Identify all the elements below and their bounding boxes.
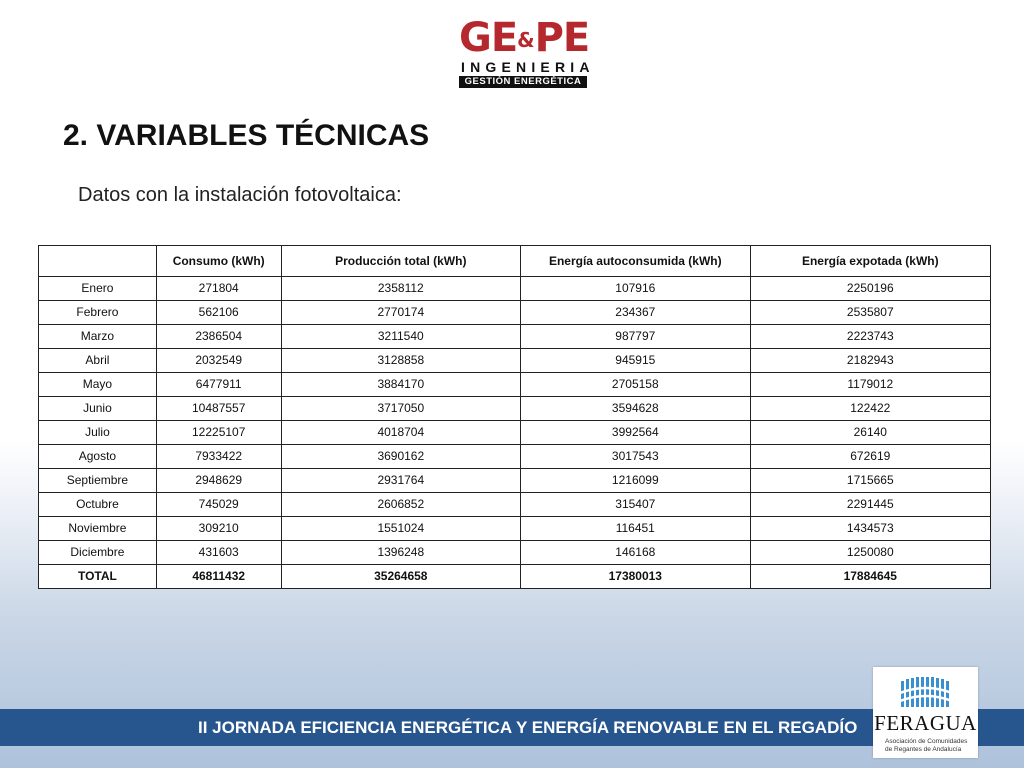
table-row xyxy=(39,277,991,301)
footer-title: II JORNADA EFICIENCIA ENERGÉTICA Y ENERGÍA RENOVABLE EN EL REGADÍO xyxy=(198,718,858,737)
page-subtitle: Datos con la instalación fotovoltaica: xyxy=(78,184,402,206)
exportada-cell: 2223743 xyxy=(750,325,990,349)
consumo-cell: 431603 xyxy=(156,541,281,565)
feragua-logo xyxy=(873,667,978,758)
produccion-cell: 3690162 xyxy=(281,445,520,469)
header-consumo: Consumo (kWh) xyxy=(156,246,281,277)
autoconsumida-cell: 1216099 xyxy=(521,469,751,493)
total-consumo: 46811432 xyxy=(156,565,281,589)
table-total-row xyxy=(39,565,991,589)
logo-wordmark-left: GE xyxy=(459,15,518,61)
total-exportada: 17884645 xyxy=(750,565,990,589)
table-row xyxy=(39,301,991,325)
month-cell: Mayo xyxy=(39,373,157,397)
logo-wordmark-amp: & xyxy=(517,28,535,52)
feragua-description xyxy=(885,738,975,754)
logo-wordmark xyxy=(459,15,590,61)
header-autoconsumida: Energía autoconsumida (kWh) xyxy=(521,246,751,277)
consumo-cell: 12225107 xyxy=(156,421,281,445)
autoconsumida-cell: 234367 xyxy=(521,301,751,325)
autoconsumida-cell: 146168 xyxy=(521,541,751,565)
table-row xyxy=(39,445,991,469)
month-cell: Septiembre xyxy=(39,469,157,493)
month-cell: Agosto xyxy=(39,445,157,469)
table-row xyxy=(39,325,991,349)
logo-wordmark-right: PE xyxy=(534,15,590,61)
table-header-row xyxy=(39,246,991,277)
autoconsumida-cell: 116451 xyxy=(521,517,751,541)
produccion-cell: 2358112 xyxy=(281,277,520,301)
table-row xyxy=(39,421,991,445)
consumo-cell: 10487557 xyxy=(156,397,281,421)
logo-tagline: GESTIÓN ENERGÉTICA xyxy=(459,76,587,88)
consumo-cell: 745029 xyxy=(156,493,281,517)
table-row xyxy=(39,541,991,565)
produccion-cell: 3211540 xyxy=(281,325,520,349)
table-row xyxy=(39,517,991,541)
produccion-cell: 1396248 xyxy=(281,541,520,565)
month-cell: Febrero xyxy=(39,301,157,325)
produccion-cell: 3884170 xyxy=(281,373,520,397)
autoconsumida-cell: 315407 xyxy=(521,493,751,517)
feragua-desc-line1: Asociación de Comunidades xyxy=(885,738,968,745)
autoconsumida-cell: 945915 xyxy=(521,349,751,373)
table-row xyxy=(39,469,991,493)
produccion-cell: 2931764 xyxy=(281,469,520,493)
exportada-cell: 2250196 xyxy=(750,277,990,301)
table-row xyxy=(39,349,991,373)
table-row xyxy=(39,397,991,421)
feragua-desc-line2: de Regantes de Andalucía xyxy=(885,746,962,753)
autoconsumida-cell: 3594628 xyxy=(521,397,751,421)
exportada-cell: 1179012 xyxy=(750,373,990,397)
consumo-cell: 6477911 xyxy=(156,373,281,397)
exportada-cell: 2535807 xyxy=(750,301,990,325)
produccion-cell: 2770174 xyxy=(281,301,520,325)
page-title: 2. VARIABLES TÉCNICAS xyxy=(63,119,430,152)
total-label: TOTAL xyxy=(39,565,157,589)
table-row xyxy=(39,493,991,517)
autoconsumida-cell: 3992564 xyxy=(521,421,751,445)
exportada-cell: 122422 xyxy=(750,397,990,421)
feragua-emblem-icon xyxy=(900,675,952,709)
consumo-cell: 2948629 xyxy=(156,469,281,493)
consumo-cell: 562106 xyxy=(156,301,281,325)
consumo-cell: 271804 xyxy=(156,277,281,301)
logo-ingenieria: INGENIERIA xyxy=(461,59,595,75)
autoconsumida-cell: 987797 xyxy=(521,325,751,349)
exportada-cell: 26140 xyxy=(750,421,990,445)
header-produccion: Producción total (kWh) xyxy=(281,246,520,277)
consumo-cell: 2032549 xyxy=(156,349,281,373)
produccion-cell: 4018704 xyxy=(281,421,520,445)
header-month xyxy=(39,246,157,277)
month-cell: Junio xyxy=(39,397,157,421)
feragua-name: FERAGUA xyxy=(874,711,977,735)
consumo-cell: 2386504 xyxy=(156,325,281,349)
autoconsumida-cell: 3017543 xyxy=(521,445,751,469)
total-autoconsumida: 17380013 xyxy=(521,565,751,589)
company-logo xyxy=(459,15,595,88)
month-cell: Julio xyxy=(39,421,157,445)
month-cell: Marzo xyxy=(39,325,157,349)
total-produccion: 35264658 xyxy=(281,565,520,589)
consumo-cell: 7933422 xyxy=(156,445,281,469)
month-cell: Noviembre xyxy=(39,517,157,541)
produccion-cell: 3717050 xyxy=(281,397,520,421)
exportada-cell: 1250080 xyxy=(750,541,990,565)
month-cell: Enero xyxy=(39,277,157,301)
produccion-cell: 3128858 xyxy=(281,349,520,373)
autoconsumida-cell: 107916 xyxy=(521,277,751,301)
produccion-cell: 2606852 xyxy=(281,493,520,517)
energy-data-table xyxy=(38,245,991,589)
consumo-cell: 309210 xyxy=(156,517,281,541)
month-cell: Diciembre xyxy=(39,541,157,565)
produccion-cell: 1551024 xyxy=(281,517,520,541)
month-cell: Abril xyxy=(39,349,157,373)
exportada-cell: 2182943 xyxy=(750,349,990,373)
month-cell: Octubre xyxy=(39,493,157,517)
exportada-cell: 672619 xyxy=(750,445,990,469)
exportada-cell: 1715665 xyxy=(750,469,990,493)
header-exportada: Energía expotada (kWh) xyxy=(750,246,990,277)
table-row xyxy=(39,373,991,397)
exportada-cell: 2291445 xyxy=(750,493,990,517)
autoconsumida-cell: 2705158 xyxy=(521,373,751,397)
exportada-cell: 1434573 xyxy=(750,517,990,541)
